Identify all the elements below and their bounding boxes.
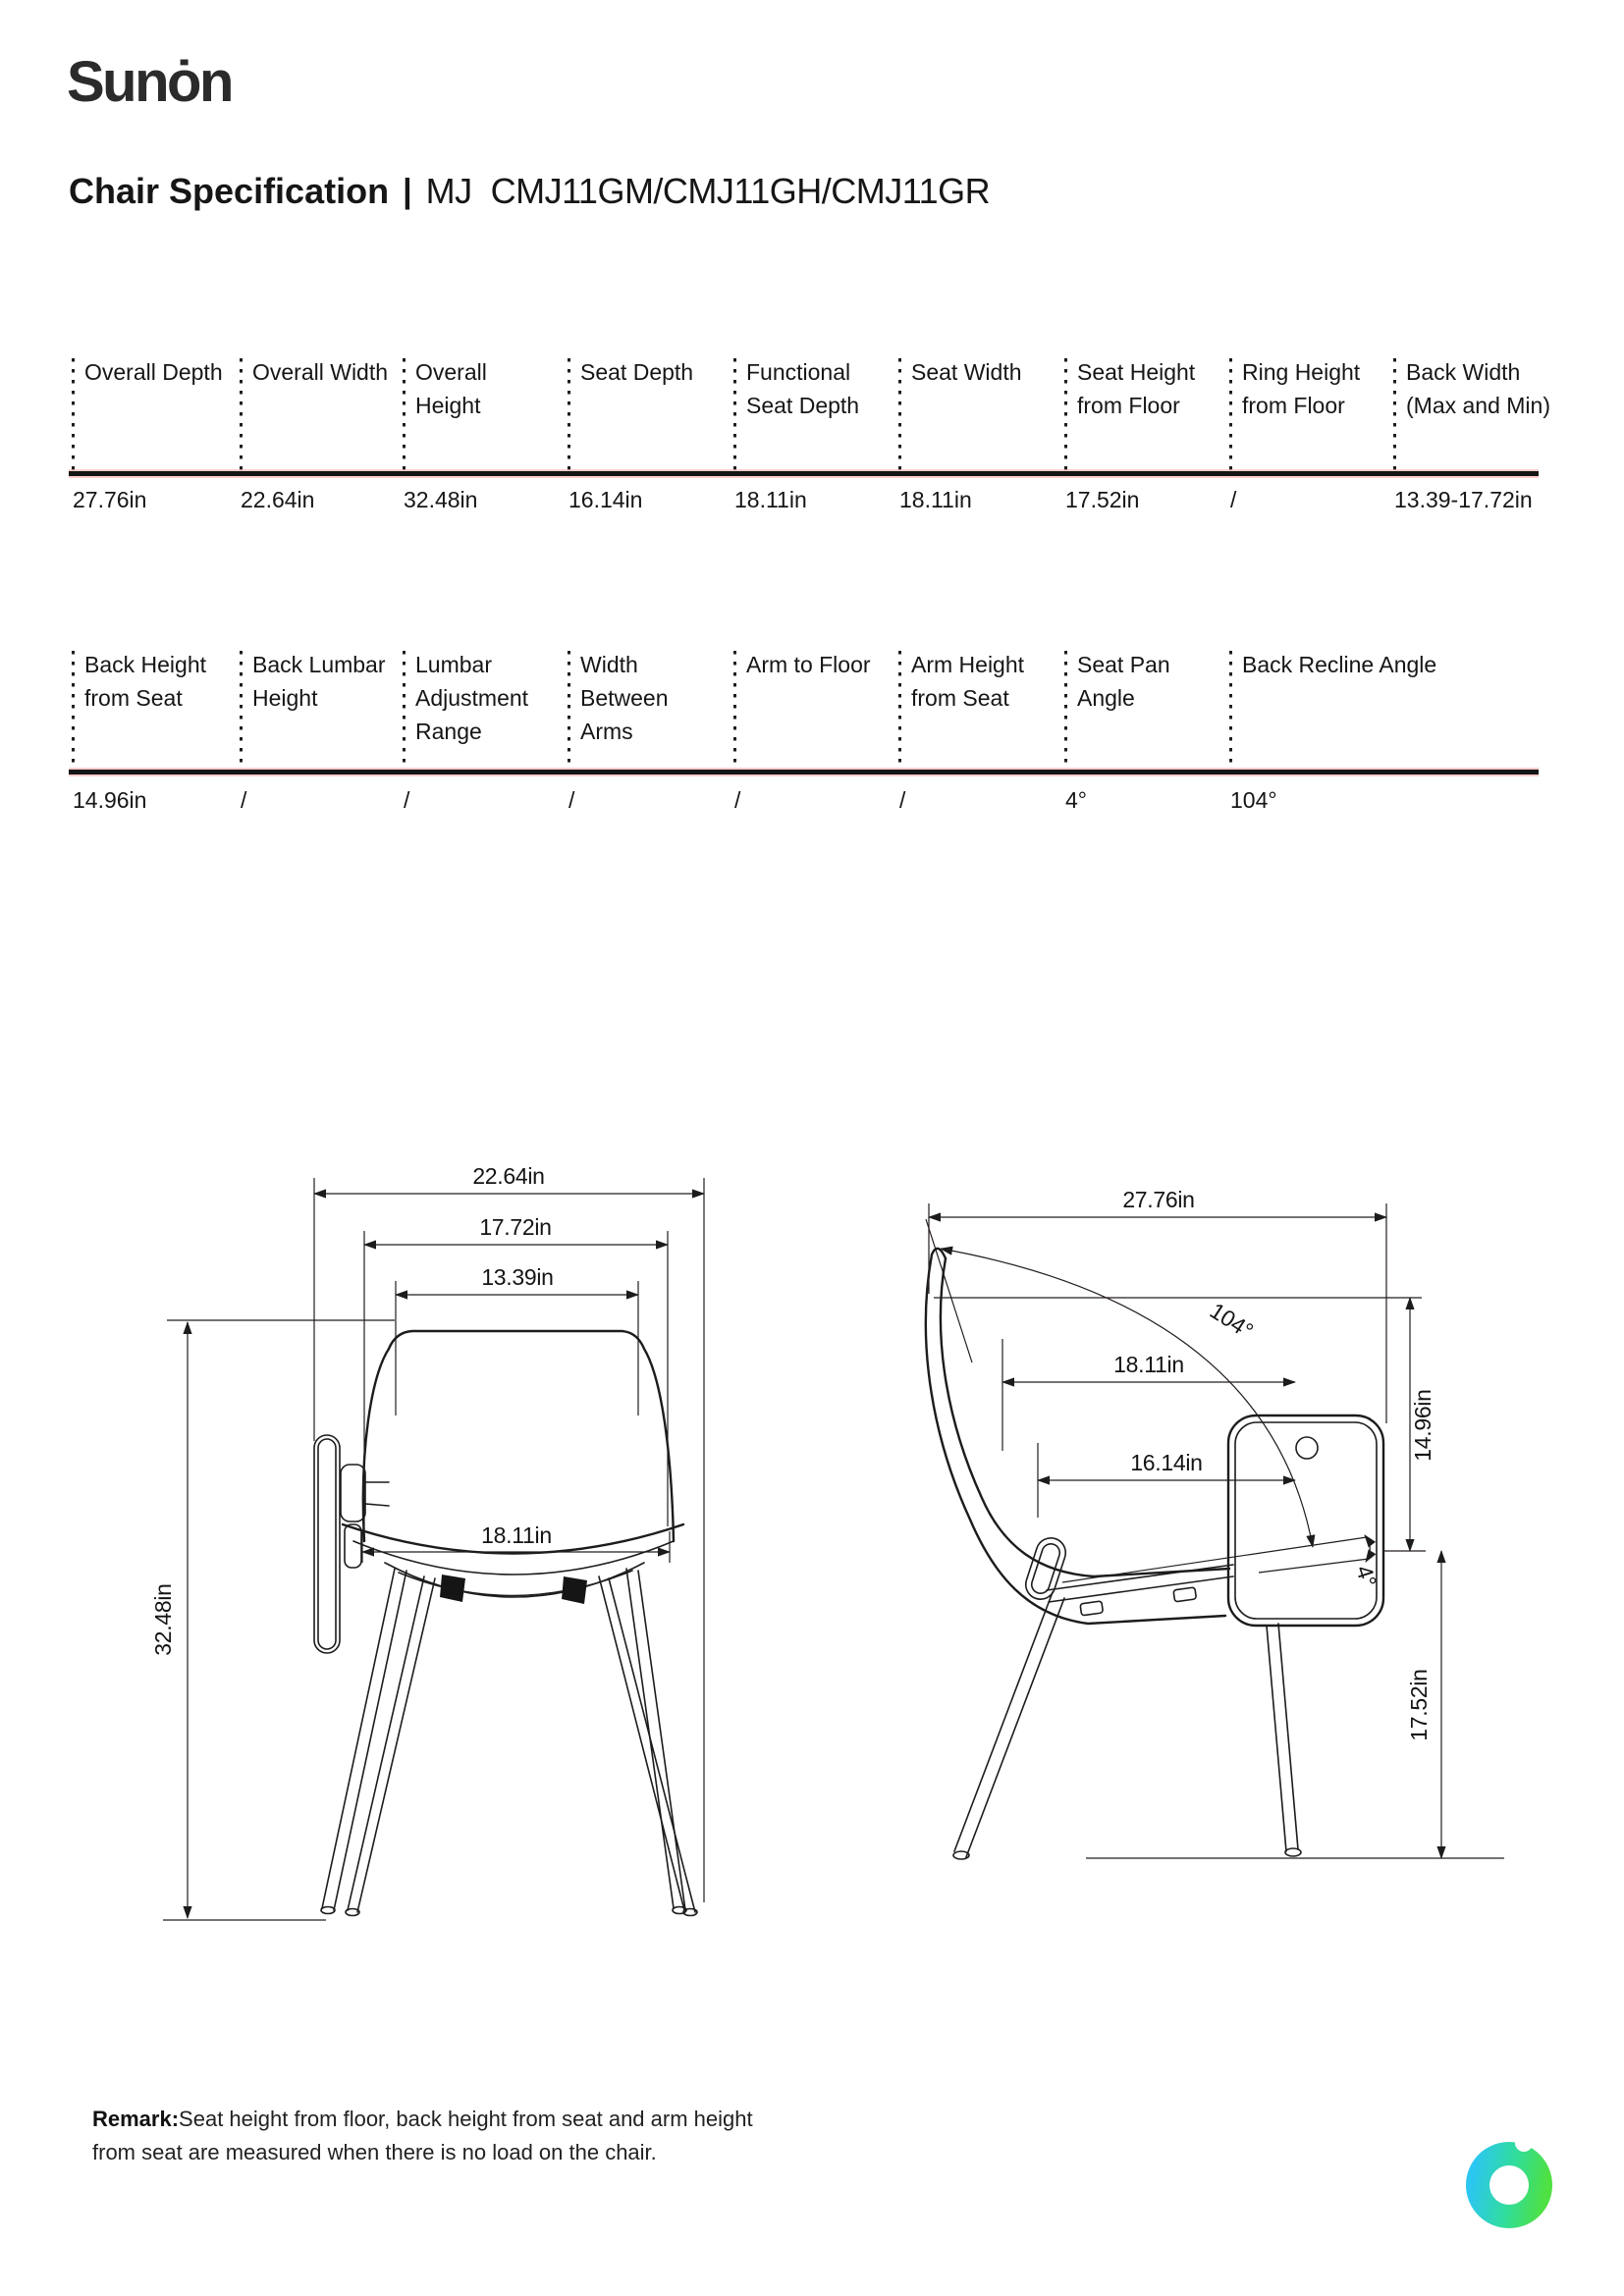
table-rule — [69, 471, 1539, 476]
spec-header: Overall Depth — [84, 359, 223, 385]
spec-value: 18.11in — [734, 487, 807, 512]
spec-column — [1229, 648, 1475, 681]
ring-logo-hole — [1489, 2165, 1529, 2205]
spec-value: 22.64in — [241, 487, 315, 512]
spec-value: / — [404, 787, 410, 813]
tablet-hole — [1296, 1437, 1318, 1459]
front-back-width-max-label: 17.72in — [479, 1214, 552, 1240]
front-back-width-min-label: 13.39in — [481, 1264, 554, 1290]
spec-value: / — [1230, 487, 1237, 512]
front-overall-width-label: 22.64in — [472, 1163, 545, 1189]
side-functional-seat-depth-label: 18.11in — [1113, 1352, 1184, 1377]
spec-column — [403, 355, 558, 422]
spec-header: Arm to Floor — [746, 652, 871, 677]
ring-logo-notch — [1515, 2134, 1533, 2152]
spec-column — [240, 648, 395, 715]
spec-column — [1064, 648, 1219, 715]
spec-table-1 — [69, 355, 1561, 527]
spec-value: 14.96in — [73, 787, 147, 813]
side-overall-depth-label: 27.76in — [1122, 1187, 1195, 1212]
chair-dimension-drawings — [98, 1158, 1532, 1953]
side-view-dimensions — [926, 1187, 1504, 1858]
spec-header: Seat Depth — [580, 359, 694, 385]
spec-header: Back Width (Max and Min) — [1406, 359, 1550, 418]
side-seat-pan-angle-label: 4° — [1350, 1562, 1382, 1590]
page-title-main: Chair Specification — [69, 171, 390, 211]
spec-header: Back Height from Seat — [84, 652, 207, 711]
front-view-chair — [314, 1331, 697, 1916]
spec-value: / — [241, 787, 247, 813]
side-seat-height-label: 17.52in — [1406, 1669, 1432, 1741]
front-overall-height-label: 32.48in — [150, 1583, 176, 1656]
spec-table-2 — [69, 648, 1561, 825]
side-back-height-label: 14.96in — [1410, 1389, 1435, 1462]
spec-value: 32.48in — [404, 487, 478, 512]
sunon-ring-logo — [1466, 2142, 1552, 2228]
spec-value: 18.11in — [899, 487, 972, 512]
spec-column — [898, 648, 1054, 715]
spec-header: Lumbar Adjustment Range — [415, 652, 529, 744]
spec-header: Seat Pan Angle — [1077, 652, 1170, 711]
spec-header: Arm Height from Seat — [911, 652, 1025, 711]
spec-column — [733, 355, 889, 422]
spec-column — [240, 355, 395, 389]
side-tablet — [1228, 1415, 1383, 1626]
title-separator: | — [403, 173, 412, 210]
spec-header: Functional Seat Depth — [746, 359, 860, 418]
side-seat-depth-label: 16.14in — [1130, 1450, 1203, 1475]
remark-label: Remark: — [92, 2107, 180, 2131]
front-seat-width-label: 18.11in — [481, 1522, 552, 1548]
side-recline-angle-label: 104° — [1205, 1297, 1258, 1344]
spec-header: Width Between Arms — [580, 652, 669, 744]
spec-column — [568, 355, 723, 389]
spec-header: Overall Height — [415, 359, 487, 418]
spec-value: / — [734, 787, 741, 813]
spec-column — [72, 355, 227, 389]
page-title — [69, 171, 990, 212]
front-folded-tablet — [314, 1435, 389, 1653]
spec-column — [1229, 355, 1384, 422]
spec-value: 4° — [1065, 787, 1087, 813]
spec-column — [568, 648, 723, 748]
spec-value: / — [568, 787, 575, 813]
spec-header: Seat Width — [911, 359, 1022, 385]
spec-value: 27.76in — [73, 487, 147, 512]
spec-value: 13.39-17.72in — [1394, 487, 1533, 512]
spec-header: Ring Height from Floor — [1242, 359, 1361, 418]
spec-column — [403, 648, 558, 748]
spec-column — [733, 648, 889, 681]
remark-text: Seat height from floor, back height from seat and arm height from seat are measured when there is no load on the chair. — [92, 2107, 753, 2164]
spec-value: 104° — [1230, 787, 1277, 813]
sunon-wordmark-logo: Sunȯn — [67, 50, 232, 114]
spec-value: / — [899, 787, 906, 813]
side-view-chair — [926, 1249, 1383, 1859]
spec-value: 17.52in — [1065, 487, 1140, 512]
table-rule — [69, 770, 1539, 774]
spec-column — [72, 648, 227, 715]
spec-value: 16.14in — [568, 487, 643, 512]
spec-column — [1393, 355, 1566, 422]
spec-header: Back Lumbar Height — [252, 652, 386, 711]
model-codes: MJ CMJ11GM/CMJ11GH/CMJ11GR — [425, 171, 991, 211]
spec-column — [1064, 355, 1219, 422]
remark-note — [92, 2103, 795, 2169]
spec-header: Overall Width — [252, 359, 389, 385]
spec-column — [898, 355, 1054, 389]
spec-header: Back Recline Angle — [1242, 652, 1437, 677]
spec-header: Seat Height from Floor — [1077, 359, 1196, 418]
